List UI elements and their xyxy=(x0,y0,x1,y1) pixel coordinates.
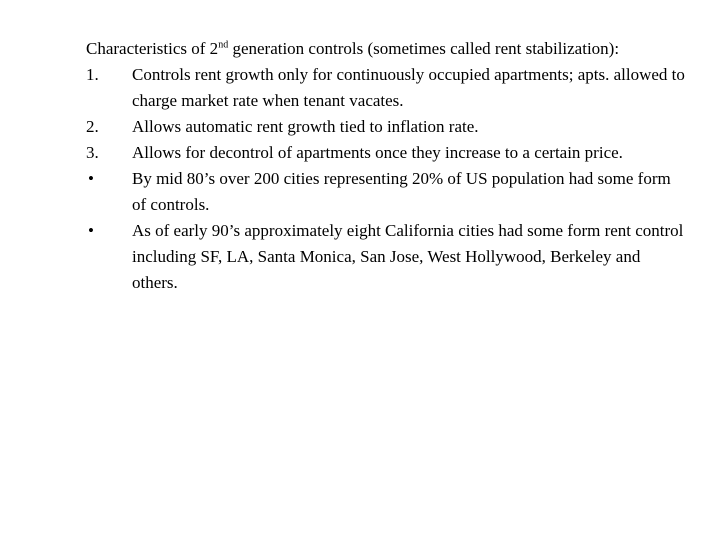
heading-suffix: generation controls (sometimes called rent stabilization): xyxy=(228,39,620,58)
list-item-text-5: As of early 90’s approximately eight California cities had some form rent control including SF, LA, Santa Monica, San Jose, West Hollywood, Berkeley and others. xyxy=(132,221,684,292)
list-item-text-4: By mid 80’s over 200 cities representing 20% of US population had some form of controls. xyxy=(132,169,671,214)
list-item-text-1: Controls rent growth only for continuously occupied apartments; apts. allowed to charge market rate when tenant vacates. xyxy=(132,65,685,110)
list-item-1 xyxy=(86,62,686,114)
heading-superscript: nd xyxy=(218,39,229,51)
bullet-icon: • xyxy=(88,221,94,240)
list-item-2 xyxy=(86,114,686,140)
list-item-text-2: Allows automatic rent growth tied to inflation rate. xyxy=(132,117,479,136)
list-item-bullet-2 xyxy=(86,218,686,296)
list-marker-2: 2. xyxy=(86,117,99,136)
list-marker-1: 1. xyxy=(86,65,99,84)
bullet-icon: • xyxy=(88,169,94,188)
slide-heading xyxy=(86,36,686,62)
list-item-text-3: Allows for decontrol of apartments once they increase to a certain price. xyxy=(132,143,623,162)
slide-content xyxy=(86,36,686,296)
characteristics-list xyxy=(86,62,686,296)
list-item-bullet-1 xyxy=(86,166,686,218)
list-item-3 xyxy=(86,140,686,166)
list-marker-3: 3. xyxy=(86,143,99,162)
heading-prefix: Characteristics of 2 xyxy=(86,39,219,58)
